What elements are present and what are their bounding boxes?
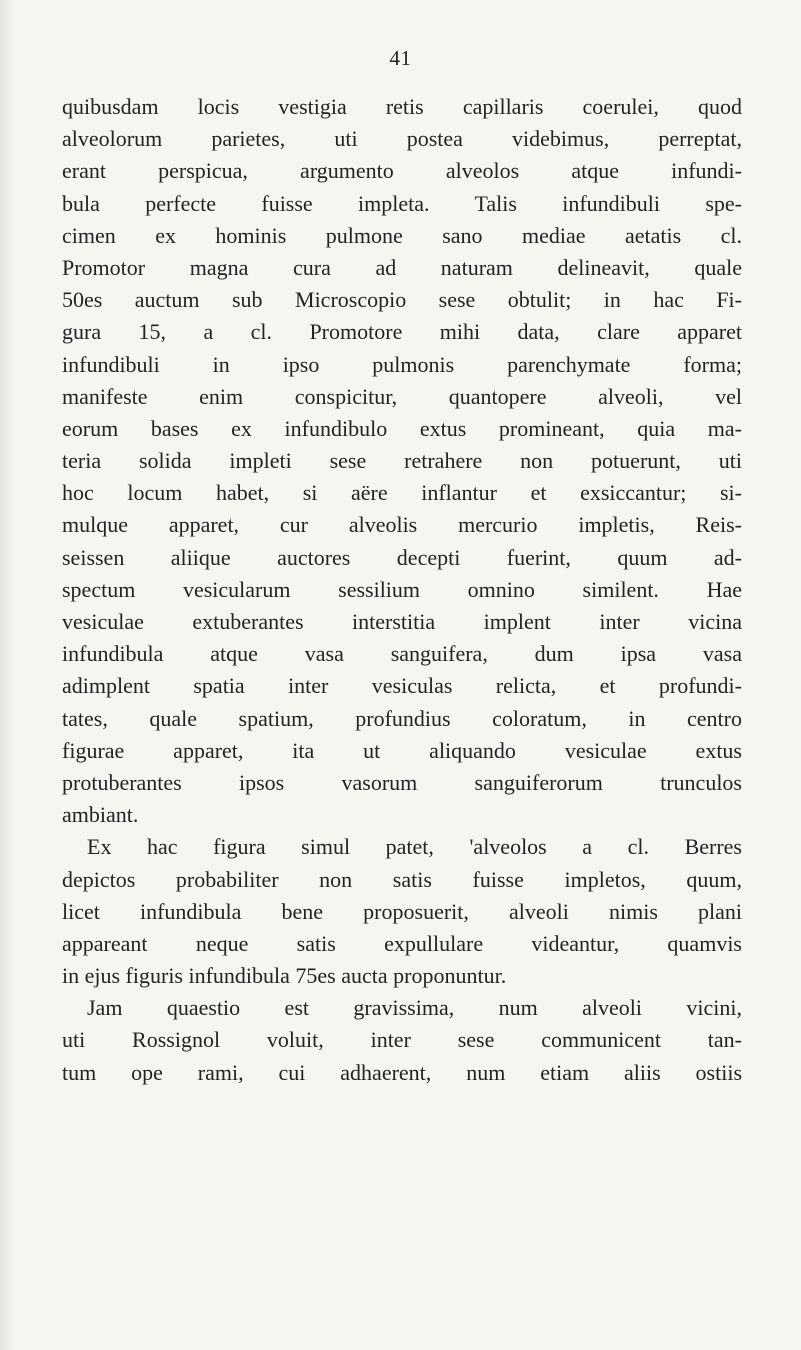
text-line: gura 15, a cl. Promotore mihi data, clare apparet	[62, 319, 742, 345]
body-text	[62, 91, 742, 1089]
text-line: spectum vesicularum sessilium omnino similent. Hae	[62, 576, 742, 602]
text-line: bula perfecte fuisse impleta. Talis infundibuli spe-	[62, 190, 742, 216]
text-line: protuberantes ipsos vasorum sanguiferorum trunculos	[62, 769, 742, 795]
text-line: depictos probabiliter non satis fuisse impletos, quum,	[62, 866, 742, 892]
text-line: eorum bases ex infundibulo extus promineant, quia ma-	[62, 415, 742, 441]
text-line: teria solida impleti sese retrahere non potuerunt, uti	[62, 448, 742, 474]
text-line: in ejus figuris infundibula 75es aucta proponuntur.	[62, 963, 507, 989]
text-line: quibusdam locis vestigia retis capillaris coerulei, quod	[62, 94, 742, 119]
text-line: licet infundibula bene proposuerit, alveoli nimis plani	[62, 898, 742, 924]
text-line: cimen ex hominis pulmone sano mediae aetatis cl.	[62, 222, 742, 248]
text-line: infundibula atque vasa sanguifera, dum ipsa vasa	[62, 641, 742, 667]
text-line: hoc locum habet, si aëre inflantur et exsiccantur; si-	[62, 480, 742, 506]
text-line: Promotor magna cura ad naturam delineavit, quale	[62, 254, 742, 280]
text-line: infundibuli in ipso pulmonis parenchymate forma;	[62, 351, 742, 377]
text-line: ambiant.	[62, 802, 139, 828]
text-line: alveolorum parietes, uti postea videbimus, perreptat,	[62, 126, 742, 152]
text-line: Jam quaestio est gravissima, num alveoli vicini,	[87, 995, 742, 1021]
text-line: Ex hac figura simul patet, 'alveolos a cl. Berres	[87, 834, 742, 860]
text-line: vesiculae extuberantes interstitia implent inter vicina	[62, 609, 742, 634]
text-line: tates, quale spatium, profundius coloratum, in centro	[62, 705, 742, 731]
text-line: seissen aliique auctores decepti fuerint, quum ad-	[62, 544, 742, 570]
text-line: manifeste enim conspicitur, quantopere alveoli, vel	[62, 383, 742, 409]
text-line: tum ope rami, cui adhaerent, num etiam aliis ostiis	[62, 1059, 742, 1085]
text-line: uti Rossignol voluit, inter sese communicent tan-	[62, 1027, 742, 1053]
text-line: figurae apparet, ita ut aliquando vesiculae extus	[62, 737, 742, 763]
page-number: 41	[389, 46, 412, 70]
text-line: 50es auctum sub Microscopio sese obtulit; in hac Fi-	[62, 287, 742, 313]
text-line: erant perspicua, argumento alveolos atque infundi-	[62, 158, 742, 184]
text-line: adimplent spatia inter vesiculas relicta, et profundi-	[62, 673, 742, 699]
text-line: mulque apparet, cur alveolis mercurio impletis, Reis-	[62, 512, 742, 538]
spine-shadow	[0, 0, 14, 1350]
text-line: appareant neque satis expullulare videantur, quamvis	[62, 930, 742, 956]
